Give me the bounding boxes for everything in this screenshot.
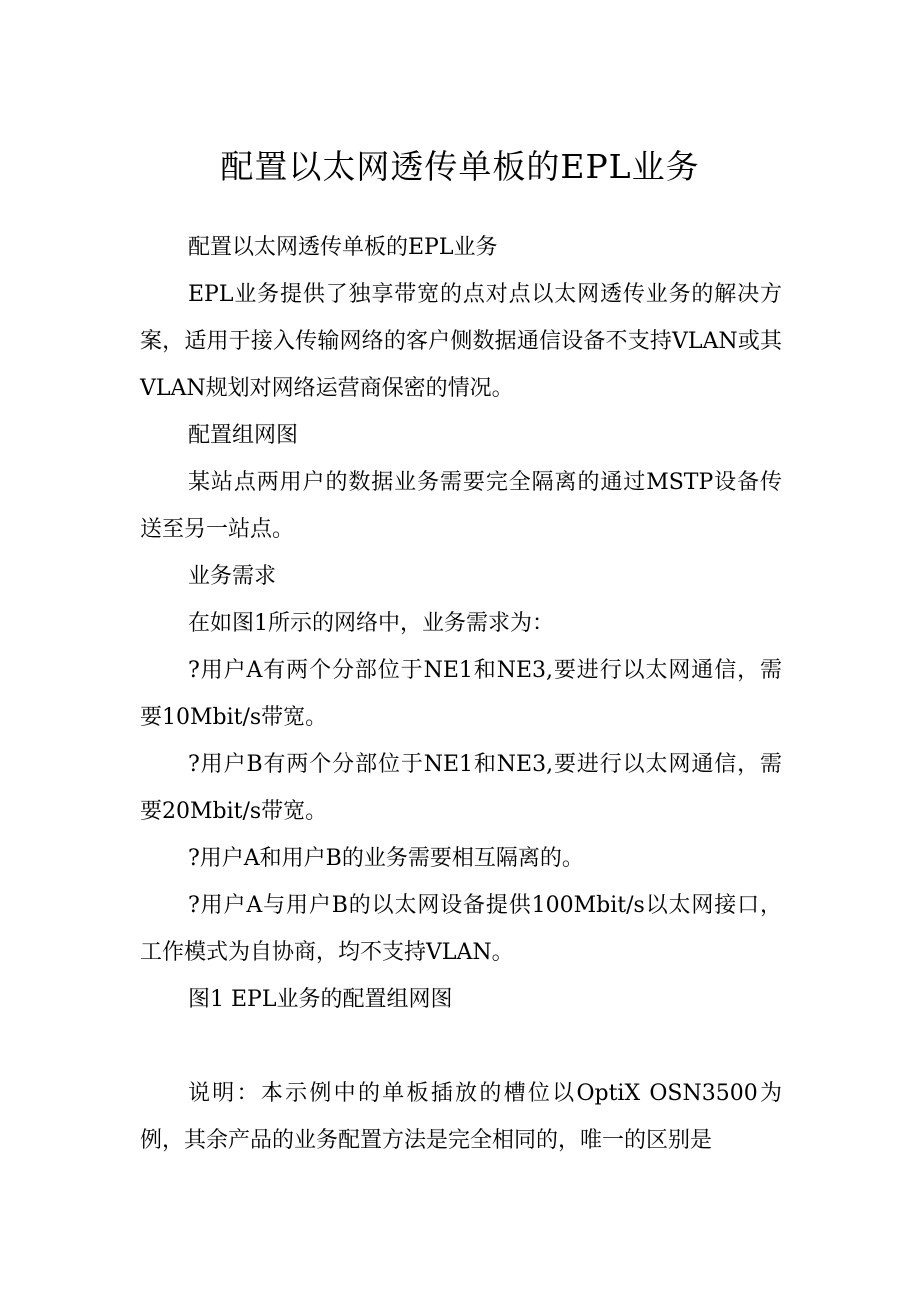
paragraph-note: 说明：本示例中的单板插放的槽位以OptiX OSN3500为例，其余产品的业务配置方法是完全相同的，唯一的区别是	[140, 1081, 782, 1153]
paragraph-requirements-lead: 在如图1所示的网络中，业务需求为：	[188, 611, 554, 636]
figure-placeholder	[140, 1023, 782, 1070]
document-title: 配置以太网透传单板的EPL业务	[220, 147, 700, 186]
paragraph-section-requirements: 业务需求	[188, 564, 277, 589]
list-item-interfaces: ?用户A与用户B的以太网设备提供100Mbit/s以太网接口，工作模式为自协商，均不支持VLAN。	[140, 893, 782, 965]
list-item-user-a: ?用户A有两个分部位于NE1和NE3,要进行以太网通信，需要10Mbit/s带宽。	[140, 658, 782, 730]
document-body	[140, 224, 782, 1164]
list-item-user-b: ?用户B有两个分部位于NE1和NE3,要进行以太网通信，需要20Mbit/s带宽。	[140, 752, 782, 824]
list-item-isolation: ?用户A和用户B的业务需要相互隔离的。	[188, 846, 584, 871]
paragraph-intro: EPL业务提供了独享带宽的点对点以太网透传业务的解决方案，适用于接入传输网络的客户侧数据通信设备不支持VLAN或其VLAN规划对网络运营商保密的情况。	[140, 282, 782, 401]
paragraph-section-network-diagram: 配置组网图	[188, 423, 299, 448]
figure-caption: 图1 EPL业务的配置组网图	[188, 987, 453, 1012]
paragraph-scenario: 某站点两用户的数据业务需要完全隔离的通过MSTP设备传送至另一站点。	[140, 470, 782, 542]
paragraph-heading: 配置以太网透传单板的EPL业务	[188, 235, 498, 260]
